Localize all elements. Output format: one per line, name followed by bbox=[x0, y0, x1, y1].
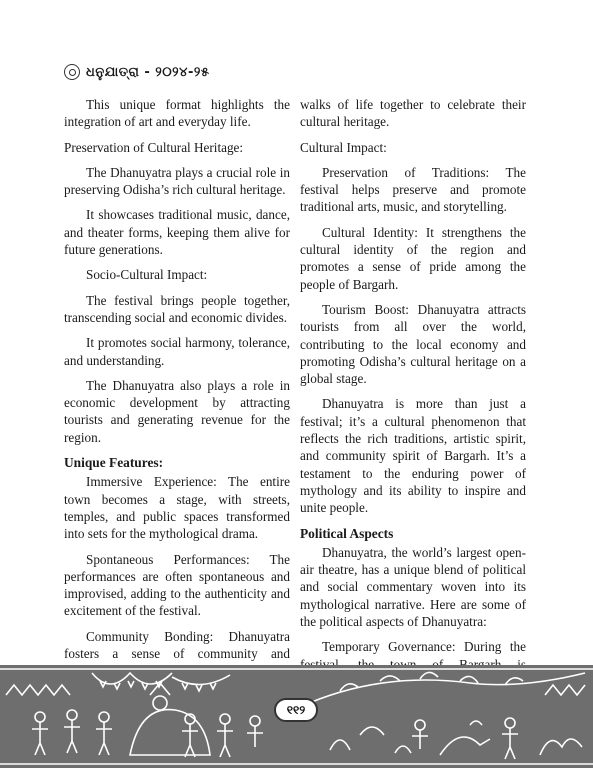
paragraph: Community Bonding: Dhanuyatra fosters a sense of community and bbox=[64, 628, 290, 662]
paragraph: Tourism Boost: Dhanuyatra attracts tourists from all over the world, contributing to the local economy and promoting Odisha’s cultural heritage on a global stage. bbox=[300, 301, 526, 387]
paragraph: It promotes social harmony, tolerance, and understanding. bbox=[64, 335, 290, 368]
section-heading: Political Aspects bbox=[300, 525, 394, 541]
paragraph: Spontaneous Performances: The performances are often spontaneous and improvised, adding to the authenticity and excitement of the festival. bbox=[64, 551, 290, 619]
section-heading: Unique Features: bbox=[64, 455, 164, 471]
paragraph: Immersive Experience: The entire town becomes a stage, with streets, temples, and public spaces transformed into sets for the mythological drama. bbox=[64, 474, 290, 542]
paragraph: The festival brings people together, transcending social and economic divides. bbox=[64, 292, 290, 325]
left-column bbox=[64, 96, 290, 688]
paragraph: It showcases traditional music, dance, and theater forms, keeping them alive for future generations. bbox=[64, 207, 290, 258]
paragraph: Cultural Impact: bbox=[300, 139, 387, 155]
paragraph: This unique format highlights the integration of art and everyday life. bbox=[64, 97, 290, 130]
page-header bbox=[64, 62, 209, 82]
right-column bbox=[300, 96, 526, 716]
paragraph: Dhanuyatra, the world’s largest open-air theatre, has a unique blend of political and social commentary woven into its mythological narrative. Here are some of the political aspects of Dhanuyatra: bbox=[300, 544, 526, 630]
paragraph: The Dhanuyatra also plays a role in economic development by attracting tourists and generating revenue for the region. bbox=[64, 377, 290, 445]
paragraph: Dhanuyatra is more than just a festival; it’s a cultural phenomenon that reflects the rich traditions, artistic spirit, and community spirit of Bargarh. It’s a testament to the enduring power of mythology and its ability to inspire and unite people. bbox=[300, 396, 526, 516]
header-title: ଧନୁଯାତ୍ରା - ୨୦୨୪-୨୫ bbox=[86, 64, 210, 80]
page-number: ୧୧୨ bbox=[274, 698, 318, 722]
paragraph: Cultural Identity: It strengthens the cultural identity of the region and promotes a sense of pride among the people of Bargarh. bbox=[300, 224, 526, 292]
paragraph: Preservation of Cultural Heritage: bbox=[64, 139, 244, 155]
paragraph: Temporary Governance: During the bbox=[322, 639, 526, 655]
paragraph: Preservation of Traditions: The festival helps preserve and promote traditional arts, music, and storytelling. bbox=[300, 164, 526, 215]
paragraph: Socio-Cultural Impact: bbox=[86, 267, 208, 283]
paragraph: The Dhanuyatra plays a crucial role in preserving Odisha’s rich cultural heritage. bbox=[64, 164, 290, 198]
emblem-seal-icon bbox=[64, 64, 80, 80]
paragraph: walks of life together to celebrate their cultural heritage. bbox=[300, 97, 526, 130]
